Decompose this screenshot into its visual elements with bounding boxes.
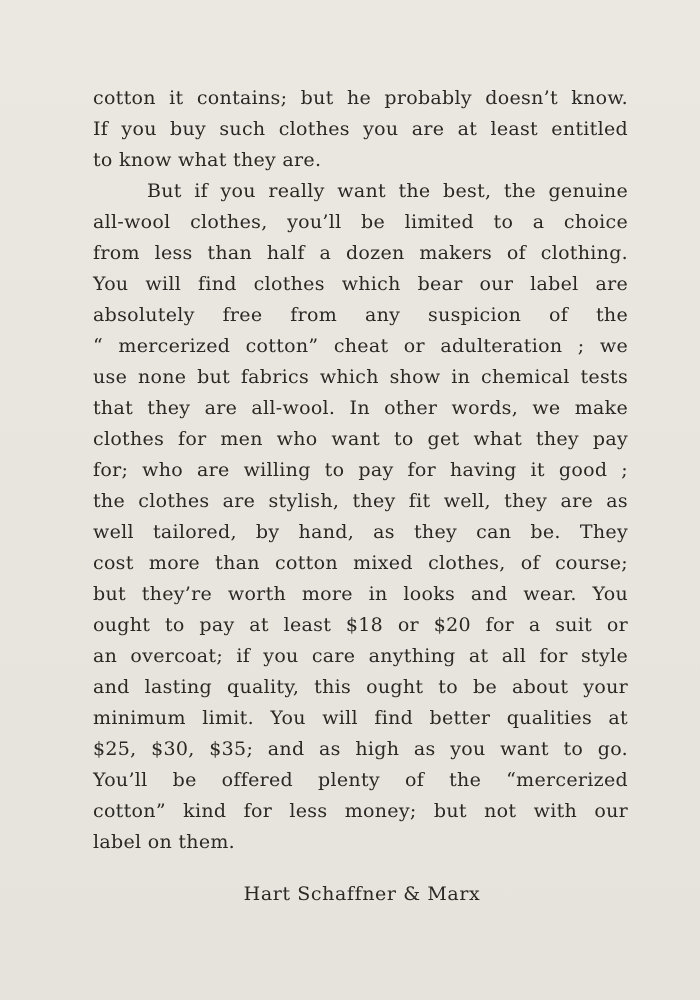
text-line: and lasting quality, this ought to be about your bbox=[93, 676, 628, 698]
text-line: You’ll be offered plenty of the “mercerized bbox=[93, 769, 628, 791]
text-line: well tailored, by hand, as they can be. They bbox=[93, 521, 628, 543]
text-line: to know what they are. bbox=[93, 149, 322, 171]
paragraph-2 bbox=[93, 176, 628, 858]
text-line: for; who are willing to pay for having it good ; bbox=[93, 459, 628, 481]
text-line: You will find clothes which bear our label are bbox=[93, 273, 628, 295]
text-line: from less than half a dozen makers of clothing. bbox=[93, 242, 628, 264]
text-line: but they’re worth more in looks and wear. You bbox=[93, 583, 628, 605]
text-line: cost more than cotton mixed clothes, of course; bbox=[93, 552, 628, 574]
text-line: absolutely free from any suspicion of the bbox=[93, 304, 628, 326]
text-line: the clothes are stylish, they fit well, they are as bbox=[93, 490, 628, 512]
text-line: cotton it contains; but he probably doesn’t know. bbox=[93, 87, 628, 109]
text-line: cotton” kind for less money; but not with our bbox=[93, 800, 628, 822]
signature: Hart Schaffner & Marx bbox=[243, 883, 481, 905]
text-line: If you buy such clothes you are at least entitled bbox=[93, 118, 628, 140]
text-line: clothes for men who want to get what they pay bbox=[93, 428, 628, 450]
text-line: use none but fabrics which show in chemical tests bbox=[93, 366, 628, 388]
text-line: all-wool clothes, you’ll be limited to a choice bbox=[93, 211, 628, 233]
text-line: that they are all-wool. In other words, we make bbox=[93, 397, 628, 419]
text-line: ought to pay at least $18 or $20 for a suit or bbox=[93, 614, 628, 636]
text-line: “ mercerized cotton” cheat or adulteration ; we bbox=[93, 335, 628, 357]
text-line: But if you really want the best, the genuine bbox=[147, 180, 628, 202]
paragraph-1 bbox=[93, 83, 628, 176]
text-line: minimum limit. You will find better qualities at bbox=[93, 707, 628, 729]
body-text bbox=[93, 83, 628, 858]
text-line: label on them. bbox=[93, 831, 236, 853]
text-line: an overcoat; if you care anything at all for style bbox=[93, 645, 628, 667]
text-line: $25, $30, $35; and as high as you want to go. bbox=[93, 738, 628, 760]
